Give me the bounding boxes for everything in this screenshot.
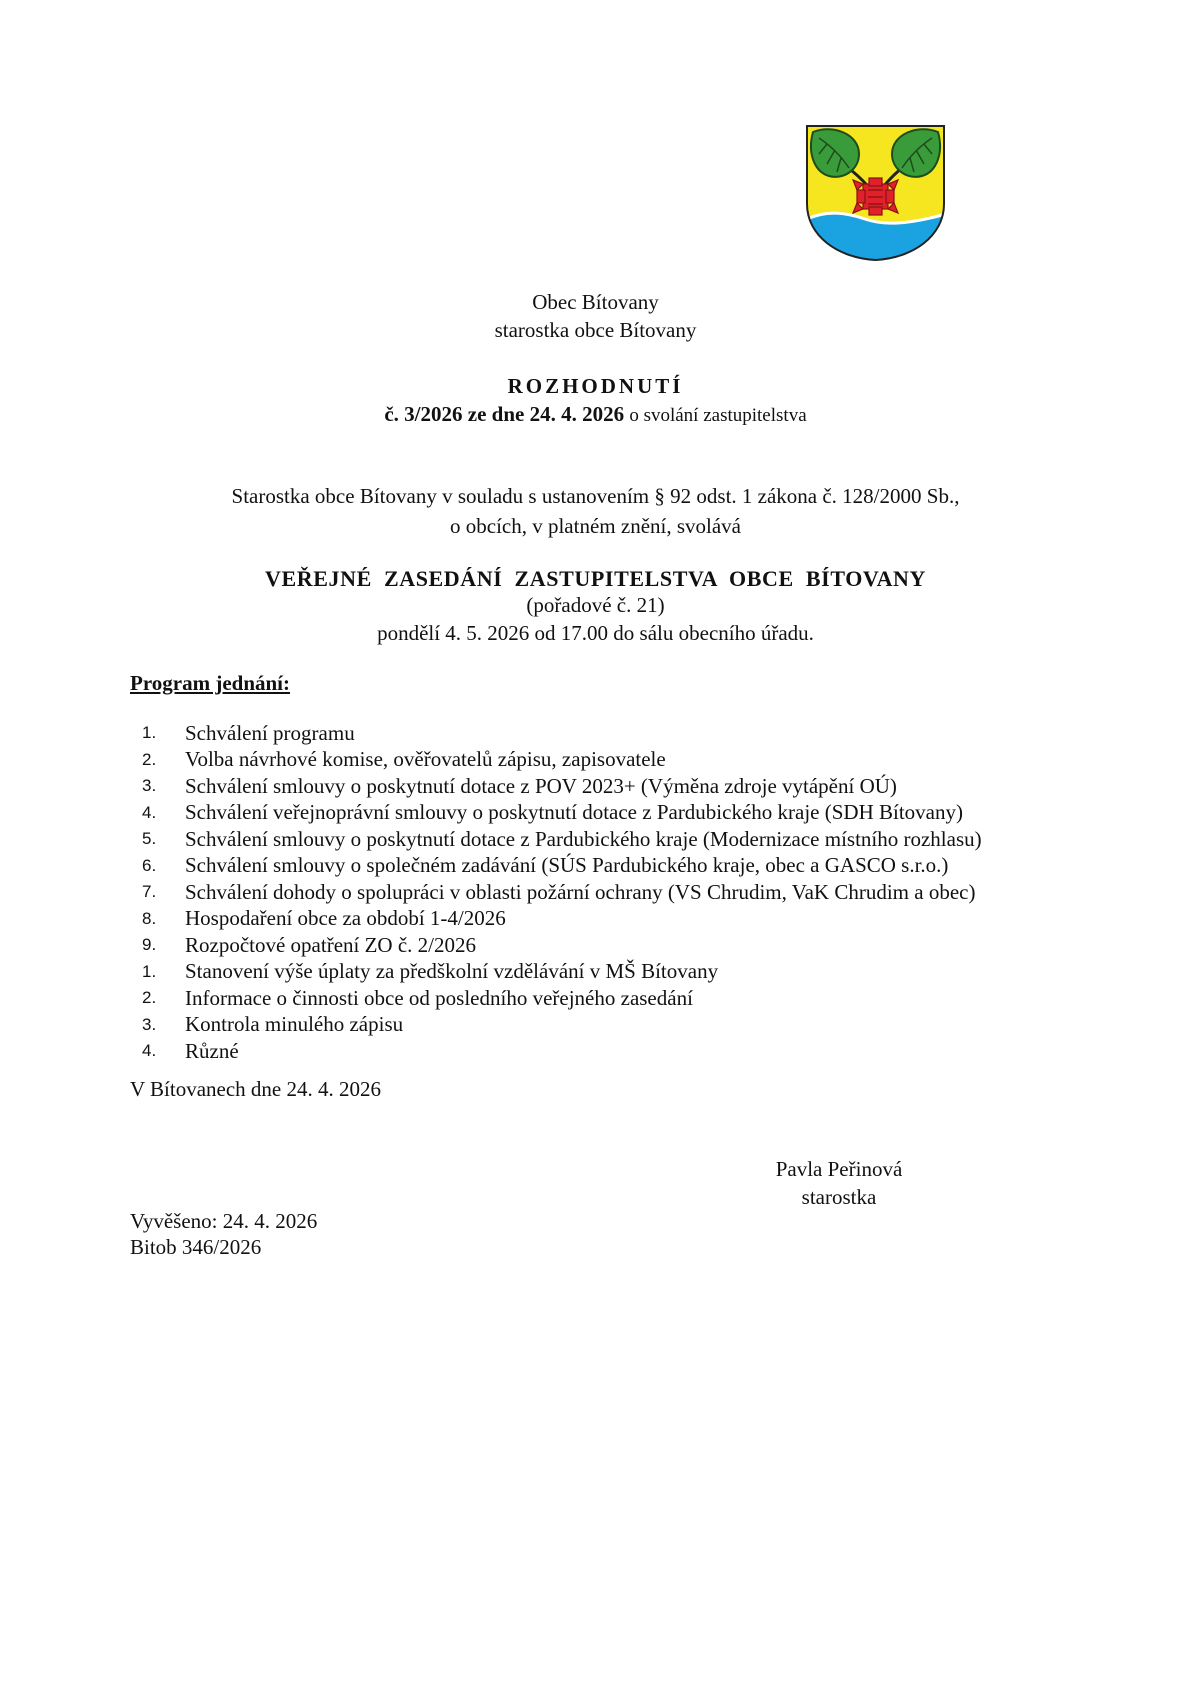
program-item — [130, 853, 1090, 880]
program-item — [130, 747, 1090, 774]
program-item-number: 1. — [142, 961, 157, 981]
signature-block — [769, 1155, 909, 1211]
program-item-text: Hospodaření obce za období 1-4/2026 — [185, 906, 506, 931]
intro-line-1: Starostka obce Bítovany v souladu s ustanovením § 92 odst. 1 zákona č. 128/2000 Sb., — [231, 484, 960, 508]
signature-role: starostka — [801, 1185, 877, 1209]
reference-number: Bitob 346/2026 — [130, 1235, 262, 1259]
issuer-title: starostka obce Bítovany — [494, 318, 697, 342]
program-item-text: Schválení dohody o spolupráci v oblasti požární ochrany (VS Chrudim, VaK Chrudim a obec) — [185, 879, 976, 904]
program-item — [130, 800, 1090, 827]
program-item — [130, 826, 1090, 853]
program-item-number: 8. — [142, 908, 157, 928]
meeting-order: (pořadové č. 21) — [526, 593, 665, 617]
municipality-name: Obec Bítovany — [532, 290, 659, 314]
program-item-number: 5. — [142, 829, 157, 849]
signature-name: Pavla Peřinová — [775, 1157, 903, 1181]
program-item-number: 2. — [142, 749, 157, 769]
program-item — [130, 879, 1090, 906]
decision-number-date: č. 3/2026 ze dne 24. 4. 2026 — [384, 402, 625, 426]
program-item — [130, 773, 1090, 800]
program-item-number: 3. — [142, 1014, 157, 1034]
program-title: Program jednání: — [130, 671, 291, 695]
decision-subject: o svolání zastupitelstva — [629, 405, 807, 426]
program-item-text: Rozpočtové opatření ZO č. 2/2026 — [185, 932, 477, 957]
program-item-text: Schválení programu — [185, 720, 355, 745]
program-item-text: Schválení smlouvy o poskytnutí dotace z Pardubického kraje (Modernizace místního rozhlasu) — [185, 826, 982, 851]
program-item-number: 7. — [142, 882, 157, 902]
program-item-text: Informace o činnosti obce od posledního veřejného zasedání — [185, 985, 693, 1010]
program-item-text: Volba návrhové komise, ověřovatelů zápisu, zapisovatele — [185, 747, 666, 772]
program-item-number: 3. — [142, 776, 157, 796]
meeting-title: VEŘEJNÉ ZASEDÁNÍ ZASTUPITELSTVA OBCE BÍTOVANY — [264, 566, 927, 591]
program-item-number: 4. — [142, 802, 157, 822]
posted-date: Vyvěšeno: 24. 4. 2026 — [130, 1209, 318, 1233]
program-item — [130, 906, 1090, 933]
program-item-text: Schválení smlouvy o poskytnutí dotace z POV 2023+ (Výměna zdroje vytápění OÚ) — [185, 773, 897, 798]
intro-line-2: o obcích, v platném znění, svolává — [450, 514, 741, 538]
meeting-when-where: pondělí 4. 5. 2026 od 17.00 do sálu obecního úřadu. — [377, 621, 814, 645]
program-item-text: Schválení veřejnoprávní smlouvy o poskytnutí dotace z Pardubického kraje (SDH Bítovany) — [185, 800, 963, 825]
coat-of-arms-icon — [805, 124, 946, 262]
program-item-text: Kontrola minulého zápisu — [185, 1012, 404, 1037]
program-item — [130, 959, 1090, 986]
program-list — [130, 720, 1090, 1065]
decision-line — [0, 400, 1191, 430]
program-item-number: 2. — [142, 988, 157, 1008]
program-item-number: 6. — [142, 855, 157, 875]
program-item — [130, 985, 1090, 1012]
program-item — [130, 1012, 1090, 1039]
program-item — [130, 720, 1090, 747]
place-date: V Bítovanech dne 24. 4. 2026 — [130, 1077, 381, 1101]
document-type-heading: ROZHODNUTÍ — [507, 374, 684, 398]
program-item — [130, 1038, 1090, 1065]
program-item-number: 4. — [142, 1041, 157, 1061]
program-item-text: Stanovení výše úplaty za předškolní vzdělávání v MŠ Bítovany — [185, 959, 719, 984]
program-item-text: Schválení smlouvy o společném zadávání (SÚS Pardubického kraje, obec a GASCO s.r.o.) — [185, 853, 949, 878]
program-item — [130, 932, 1090, 959]
program-item-number: 1. — [142, 723, 157, 743]
program-item-text: Různé — [185, 1038, 239, 1063]
program-item-number: 9. — [142, 935, 157, 955]
